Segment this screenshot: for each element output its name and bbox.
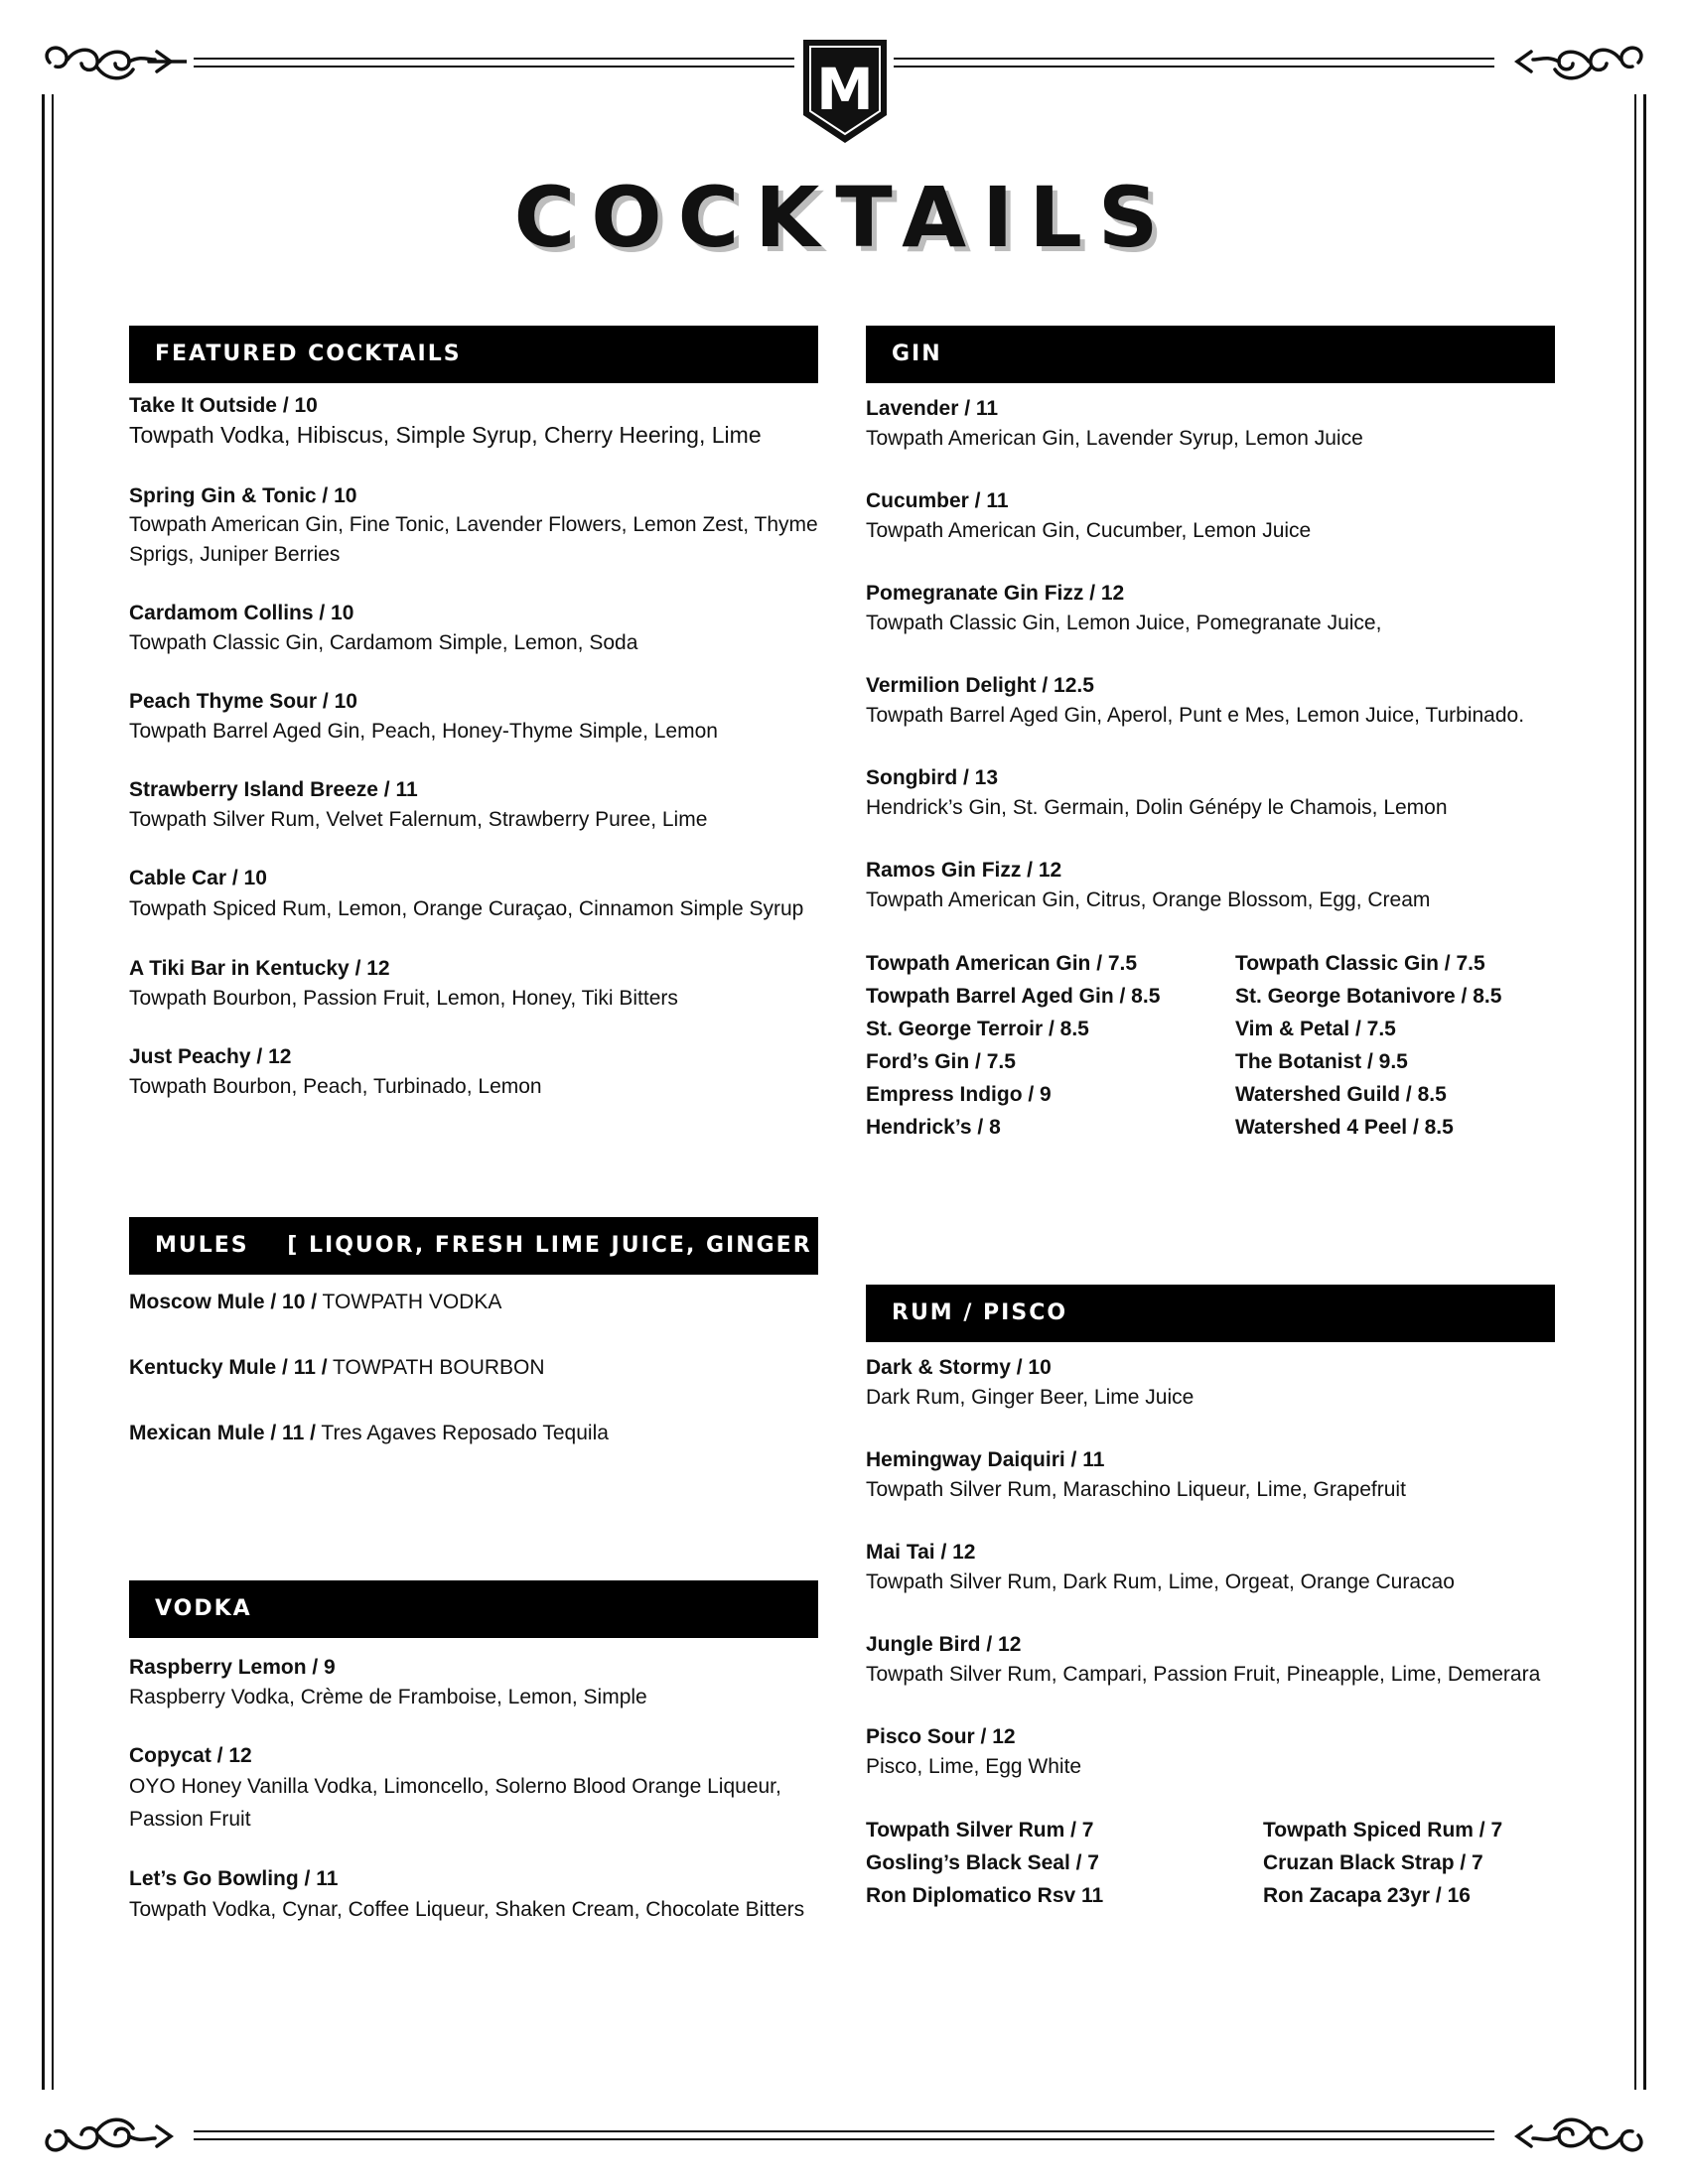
item-name: Copycat / 12 (129, 1744, 252, 1767)
pour-item: Towpath American Gin / 7.5 (866, 952, 1138, 975)
frame-bottom-rule (194, 2130, 1494, 2132)
pour-item: St. George Terroir / 8.5 (866, 1018, 1089, 1040)
item-name: Cardamom Collins / 10 (129, 602, 354, 624)
rum-pours-grid (866, 1816, 1601, 1910)
pour-item: Towpath Spiced Rum / 7 (1263, 1819, 1503, 1842)
item-name: Vermilion Delight / 12.5 (866, 674, 1094, 697)
menu-item (866, 1723, 1601, 1782)
pour-item: The Botanist / 9.5 (1235, 1050, 1408, 1073)
item-name: Jungle Bird / 12 (866, 1633, 1022, 1656)
menu-item (129, 1043, 818, 1102)
shield-logo-icon (801, 38, 889, 145)
mule-item (129, 1354, 818, 1382)
item-name: Dark & Stormy / 10 (866, 1356, 1052, 1379)
frame-top-rule (894, 58, 1494, 60)
corner-flourish-icon (38, 2111, 187, 2160)
item-description: Raspberry Vodka, Crème de Framboise, Lemon, Simple (129, 1686, 647, 1708)
frame-top-rule (194, 58, 794, 60)
gin-list (866, 395, 1601, 1142)
frame-right-outer (1643, 94, 1646, 2090)
mules-list (129, 1289, 818, 1485)
item-description: Towpath Vodka, Cynar, Coffee Liqueur, Shaken Cream, Chocolate Bitters (129, 1898, 805, 1921)
item-name: Cucumber / 11 (866, 489, 1009, 512)
menu-item (866, 764, 1601, 823)
item-description: Towpath Silver Rum, Dark Rum, Lime, Orgeat, Orange Curacao (866, 1570, 1455, 1593)
frame-left-inner (52, 94, 54, 2090)
menu-item (866, 1631, 1601, 1690)
menu-item (866, 672, 1601, 731)
item-name: Cable Car / 10 (129, 867, 267, 889)
menu-item (129, 1865, 818, 1926)
item-name: Kentucky Mule / 11 / (129, 1356, 328, 1379)
item-name: Take It Outside / 10 (129, 394, 318, 417)
menu-item (129, 865, 818, 925)
item-description: Towpath American Gin, Lavender Syrup, Lemon Juice (866, 427, 1363, 450)
mule-item (129, 1289, 818, 1316)
item-description: Towpath Classic Gin, Cardamom Simple, Lemon, Soda (129, 631, 638, 654)
item-name: Songbird / 13 (866, 766, 999, 789)
item-description: Towpath Vodka, Hibiscus, Simple Syrup, Cherry Heering, Lime (129, 422, 762, 448)
section-header-gin: GIN (866, 326, 1555, 383)
item-spirit: TOWPATH VODKA (322, 1291, 502, 1313)
page-title: COCKTAILS (513, 169, 1175, 266)
item-name: Hemingway Daiquiri / 11 (866, 1448, 1105, 1471)
mule-item (129, 1420, 818, 1447)
section-header-vodka: VODKA (129, 1580, 818, 1638)
section-header-mules: MULES [ LIQUOR, FRESH LIME JUICE, GINGER BEER ] (129, 1217, 818, 1275)
item-name: Spring Gin & Tonic / 10 (129, 484, 357, 507)
pour-item: Cruzan Black Strap / 7 (1263, 1851, 1483, 1874)
item-description: Towpath Spiced Rum, Lemon, Orange Curaçao, Cinnamon Simple Syrup (129, 897, 804, 920)
corner-flourish-icon (1501, 2111, 1650, 2160)
logo-letter: M (816, 56, 874, 123)
menu-item (129, 392, 818, 451)
menu-item (866, 1446, 1601, 1505)
rum-list (866, 1354, 1601, 1910)
menu-item (866, 857, 1601, 915)
featured-list (129, 392, 818, 1132)
pour-item: Towpath Barrel Aged Gin / 8.5 (866, 985, 1161, 1008)
pour-item: Ron Diplomatico Rsv 11 (866, 1884, 1104, 1907)
item-name: Mexican Mule / 11 / (129, 1422, 316, 1444)
item-spirit: Tres Agaves Reposado Tequila (321, 1422, 609, 1444)
pour-item: Empress Indigo / 9 (866, 1083, 1052, 1106)
item-description: Pisco, Lime, Egg White (866, 1755, 1082, 1778)
item-description: OYO Honey Vanilla Vodka, Limoncello, Solerno Blood Orange Liqueur, Passion Fruit (129, 1775, 781, 1831)
menu-item (866, 395, 1601, 454)
gin-pours-grid (866, 949, 1601, 1142)
menu-item (866, 1539, 1601, 1597)
pour-item: Towpath Silver Rum / 7 (866, 1819, 1094, 1842)
pour-item: Watershed 4 Peel / 8.5 (1235, 1116, 1454, 1139)
corner-flourish-icon (1501, 38, 1650, 87)
frame-right-inner (1634, 94, 1636, 2090)
frame-left-outer (42, 94, 45, 2090)
frame-top-rule (894, 66, 1494, 68)
item-description: Towpath Silver Rum, Velvet Falernum, Strawberry Puree, Lime (129, 808, 708, 831)
pour-item: Vim & Petal / 7.5 (1235, 1018, 1396, 1040)
pour-item: St. George Botanivore / 8.5 (1235, 985, 1502, 1008)
item-description: Towpath American Gin, Citrus, Orange Blossom, Egg, Cream (866, 888, 1431, 911)
menu-item (866, 487, 1601, 546)
pour-item: Hendrick’s / 8 (866, 1116, 1001, 1139)
item-name: Peach Thyme Sour / 10 (129, 690, 357, 713)
menu-item (129, 1654, 818, 1712)
item-description: Towpath Barrel Aged Gin, Peach, Honey-Thyme Simple, Lemon (129, 720, 718, 743)
menu-item (129, 688, 818, 747)
item-name: Moscow Mule / 10 / (129, 1291, 318, 1313)
vodka-list (129, 1654, 818, 1956)
menu-item (129, 482, 818, 570)
item-description: Towpath American Gin, Cucumber, Lemon Juice (866, 519, 1312, 542)
item-description: Hendrick’s Gin, St. Germain, Dolin Génépy le Chamois, Lemon (866, 796, 1448, 819)
pour-item: Gosling’s Black Seal / 7 (866, 1851, 1099, 1874)
item-description: Dark Rum, Ginger Beer, Lime Juice (866, 1386, 1195, 1409)
item-description: Towpath American Gin, Fine Tonic, Lavender Flowers, Lemon Zest, Thyme Sprigs, Juniper Berries (129, 513, 818, 566)
pour-item: Towpath Classic Gin / 7.5 (1235, 952, 1485, 975)
item-name: Lavender / 11 (866, 397, 999, 420)
frame-bottom-rule (194, 2138, 1494, 2140)
item-description: Towpath Barrel Aged Gin, Aperol, Punt e Mes, Lemon Juice, Turbinado. (866, 704, 1525, 727)
item-description: Towpath Bourbon, Passion Fruit, Lemon, Honey, Tiki Bitters (129, 987, 678, 1010)
item-name: Ramos Gin Fizz / 12 (866, 859, 1062, 882)
menu-item (866, 580, 1601, 638)
item-name: Pisco Sour / 12 (866, 1725, 1016, 1748)
pour-item: Ron Zacapa 23yr / 16 (1263, 1884, 1471, 1907)
item-name: Strawberry Island Breeze / 11 (129, 778, 418, 801)
pour-item: Watershed Guild / 8.5 (1235, 1083, 1447, 1106)
item-description: Towpath Bourbon, Peach, Turbinado, Lemon (129, 1075, 542, 1098)
corner-flourish-icon (38, 38, 187, 87)
menu-item (866, 1354, 1601, 1413)
section-header-featured: FEATURED COCKTAILS (129, 326, 818, 383)
item-description: Towpath Silver Rum, Campari, Passion Fruit, Pineapple, Lime, Demerara (866, 1663, 1541, 1686)
item-description: Towpath Silver Rum, Maraschino Liqueur, Lime, Grapefruit (866, 1478, 1406, 1501)
item-spirit: TOWPATH BOURBON (333, 1356, 545, 1379)
item-name: Just Peachy / 12 (129, 1045, 292, 1068)
item-name: Pomegranate Gin Fizz / 12 (866, 582, 1125, 605)
pour-item: Ford’s Gin / 7.5 (866, 1050, 1016, 1073)
section-header-rum: RUM / PISCO (866, 1285, 1555, 1342)
item-name: Mai Tai / 12 (866, 1541, 976, 1564)
item-name: A Tiki Bar in Kentucky / 12 (129, 957, 390, 980)
menu-item (129, 600, 818, 658)
menu-item (129, 955, 818, 1014)
menu-item (129, 1742, 818, 1836)
item-name: Raspberry Lemon / 9 (129, 1656, 336, 1679)
menu-item (129, 776, 818, 835)
frame-top-rule (194, 66, 794, 68)
item-name: Let’s Go Bowling / 11 (129, 1867, 339, 1890)
item-description: Towpath Classic Gin, Lemon Juice, Pomegranate Juice, (866, 612, 1382, 634)
